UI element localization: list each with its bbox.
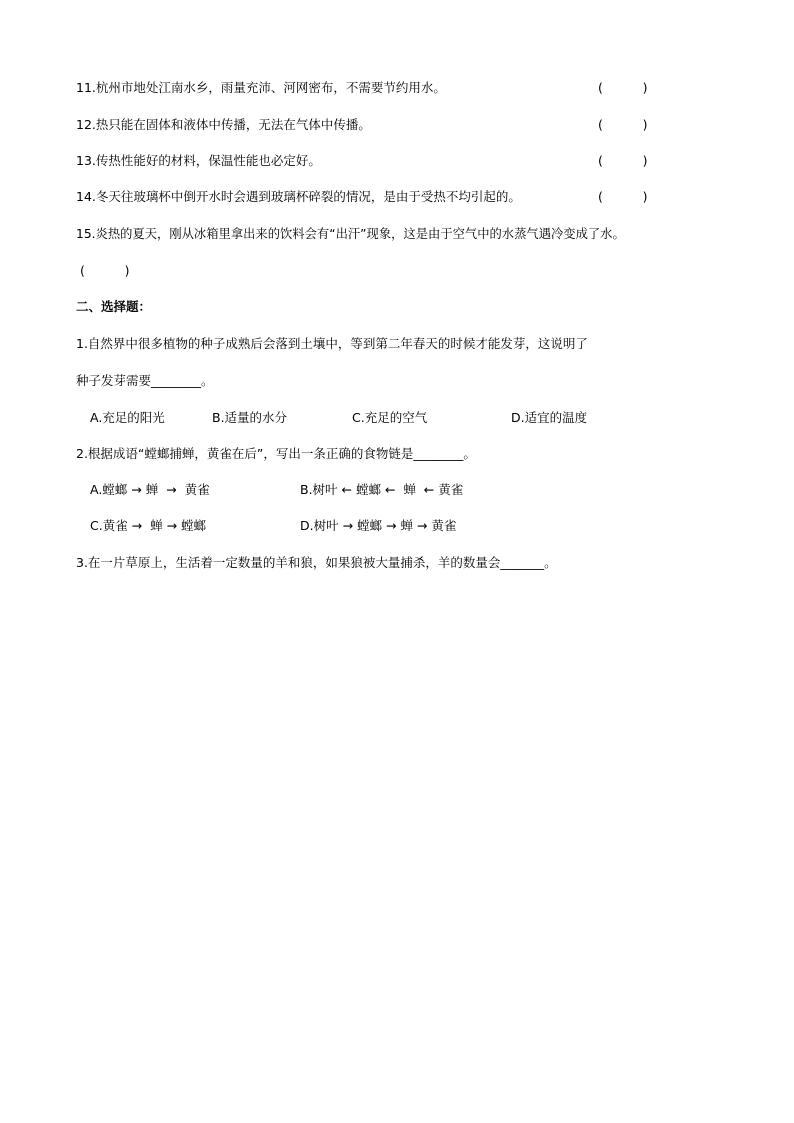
- answer-paren-11[interactable]: ( ): [598, 80, 648, 95]
- judgement-item-14: 14.冬天往玻璃杯中倒开水时会遇到玻璃杯碎裂的情况，是由于受热不均引起的。: [76, 189, 521, 204]
- q2-option-d[interactable]: D.树叶 → 螳螂 → 蝉 → 黄雀: [300, 518, 457, 533]
- question-3-stem: 3.在一片草原上，生活着一定数量的羊和狼，如果狼被大量捕杀，羊的数量会_______。: [76, 555, 557, 570]
- question-1-stem: 1.自然界中很多植物的种子成熟后会落到土壤中，等到第二年春天的时候才能发芽，这说明了: [76, 336, 588, 351]
- q2-option-a[interactable]: A.螳螂 → 蝉 → 黄雀: [90, 482, 210, 497]
- question-2-stem: 2.根据成语“螳螂捕蝉，黄雀在后”，写出一条正确的食物链是________。: [76, 446, 476, 461]
- judgement-item-11: 11.杭州市地处江南水乡，雨量充沛、河网密布，不需要节约用水。: [76, 80, 446, 95]
- judgement-item-13: 13.传热性能好的材料，保温性能也必定好。: [76, 153, 321, 168]
- q2-option-c[interactable]: C.黄雀 → 蝉 → 螳螂: [90, 518, 207, 533]
- section-heading-choice: 二、选择题：: [76, 299, 152, 314]
- answer-paren-15[interactable]: ( ): [80, 263, 130, 278]
- q1-option-a[interactable]: A.充足的阳光: [90, 410, 165, 425]
- answer-paren-13[interactable]: ( ): [598, 153, 648, 168]
- q1-option-c[interactable]: C.充足的空气: [352, 410, 428, 425]
- question-1-stem-cont: 种子发芽需要________。: [76, 373, 214, 388]
- judgement-item-15: 15.炎热的夏天，刚从冰箱里拿出来的饮料会有“出汗”现象，这是由于空气中的水蒸气遇冷变成了水。: [76, 227, 625, 241]
- judgement-item-12: 12.热只能在固体和液体中传播，无法在气体中传播。: [76, 117, 371, 132]
- q1-option-d[interactable]: D.适宜的温度: [511, 410, 588, 425]
- answer-paren-14[interactable]: ( ): [598, 189, 648, 204]
- q1-option-b[interactable]: B.适量的水分: [212, 410, 288, 425]
- q2-option-b[interactable]: B.树叶 ← 螳螂 ← 蝉 ← 黄雀: [300, 482, 464, 497]
- answer-paren-12[interactable]: ( ): [598, 117, 648, 132]
